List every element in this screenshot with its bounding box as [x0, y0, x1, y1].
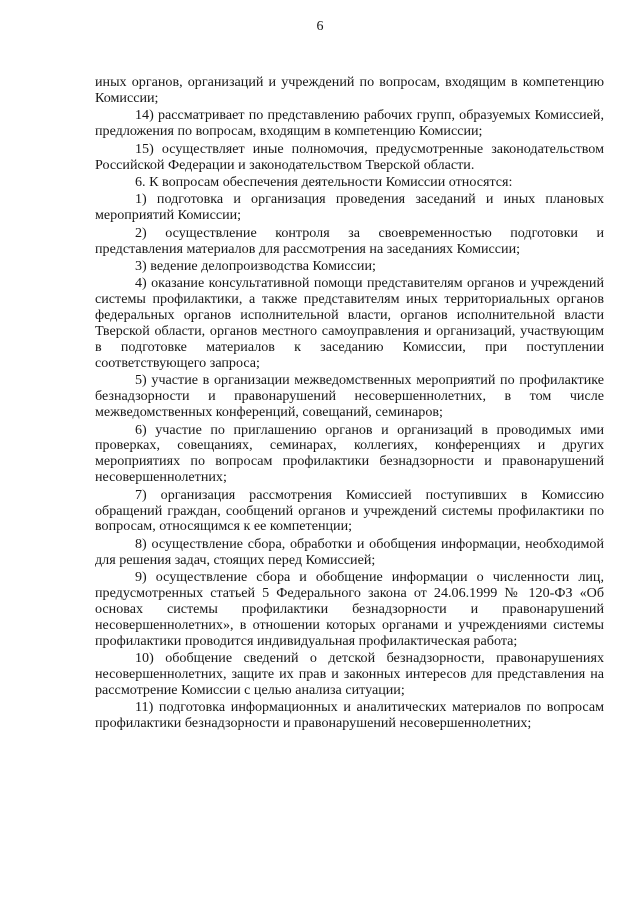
paragraph-item-8: 8) осуществление сбора, обработки и обобщения информации, необходимой для решения задач, стоящих перед Комиссией; [95, 535, 604, 568]
document-body [95, 75, 604, 734]
page-number: 6 [316, 19, 324, 34]
paragraph-continuation: иных органов, организаций и учреждений по вопросам, входящим в компетенцию Комиссии; [95, 74, 604, 106]
paragraph-item-5: 5) участие в организации межведомственных мероприятий по профилактике безнадзорности и правонарушений несовершеннолетних, в том числе межведомственных конференций, совещаний, семинаров; [95, 372, 604, 421]
paragraph-item-2: 2) осуществление контроля за своевременностью подготовки и представления материалов для рассмотрения на заседаниях Комиссии; [95, 224, 604, 257]
paragraph-item-10: 10) обобщение сведений о детской безнадзорности, правонарушениях несовершеннолетних, защите их прав и законных интересов для представления на рассмотрение Комиссии с целью анализа ситуации; [95, 650, 604, 699]
paragraph-item-7: 7) организация рассмотрения Комиссией поступивших в Комиссию обращений граждан, сообщений органов и учреждений системы профилактики по вопросам, относящимся к ее компетенции; [95, 486, 604, 535]
paragraph-item-15: 15) осуществляет иные полномочия, предусмотренные законодательством Российской Федерации и законодательством Тверской области. [95, 140, 604, 173]
paragraph-section-6: 6. К вопросам обеспечения деятельности Комиссии относятся: [135, 173, 513, 190]
paragraph-item-1: 1) подготовка и организация проведения заседаний и иных плановых мероприятий Комиссии; [95, 191, 604, 224]
paragraph-item-3: 3) ведение делопроизводства Комиссии; [135, 257, 376, 274]
paragraph-item-14: 14) рассматривает по представлению рабочих групп, образуемых Комиссией, предложения по вопросам, входящим в компетенцию Комиссии; [95, 107, 604, 140]
paragraph-item-9: 9) осуществление сбора и обобщение информации о численности лиц, предусмотренных статьей 5 Федерального закона от 24.06.1999 № 120-ФЗ «Об основах системы профилактики безнадзорности и правонарушений несовершеннолетних», в отношении которых органами и учреждениями системы профилактики проводится индивидуальная профилактическая работа; [95, 569, 604, 649]
paragraph-item-4: 4) оказание консультативной помощи представителям органов и учреждений системы профилактики, а также представителям иных территориальных органов федеральных органов исполнительной власти, органов исполнительной власти Тверской области, органов местного самоуправления и организаций, участвующим в подготовке материалов к заседанию Комиссии, при поступлении соответствующего запроса; [95, 275, 604, 371]
paragraph-item-6: 6) участие по приглашению органов и организаций в проводимых ими проверках, совещаниях, семинарах, коллегиях, конференциях и других мероприятиях по вопросам профилактики безнадзорности и правонарушений несовершеннолетних; [95, 421, 604, 486]
paragraph-item-11: 11) подготовка информационных и аналитических материалов по вопросам профилактики безнадзорности и правонарушений несовершеннолетних; [95, 699, 604, 732]
